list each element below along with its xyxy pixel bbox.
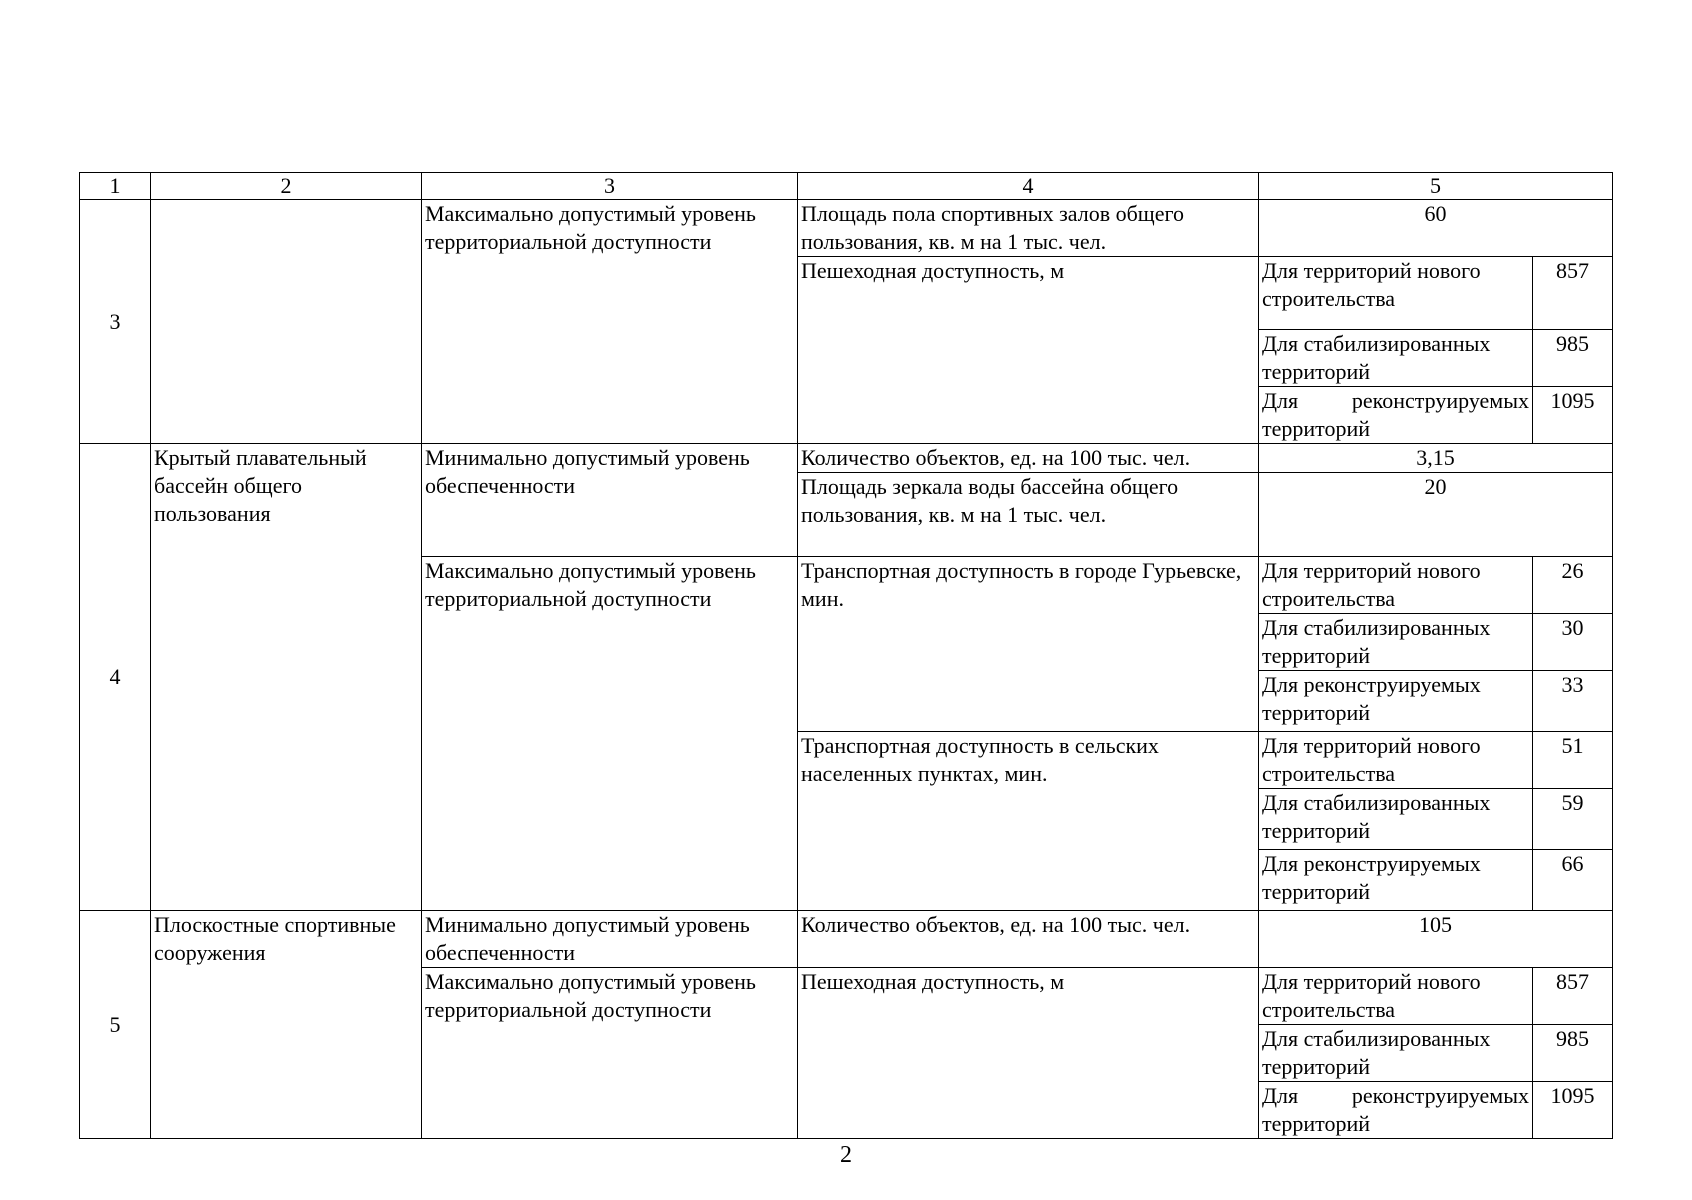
row-number: 4 <box>80 444 151 911</box>
indicator-label: Пешеходная доступность, м <box>798 968 1259 1139</box>
header-cell-1: 1 <box>80 173 151 200</box>
territory-label: Для реконструируемых территорий <box>1259 1082 1533 1139</box>
row-number: 5 <box>80 911 151 1139</box>
indicator-value: 20 <box>1259 473 1613 557</box>
territory-label: Для реконструируемых территорий <box>1259 387 1533 444</box>
territory-label: Для территорий нового строительства <box>1259 257 1533 330</box>
territory-label: Для стабилизированных территорий <box>1259 1025 1533 1082</box>
territory-label: Для территорий нового строительства <box>1259 968 1533 1025</box>
territory-value: 1095 <box>1533 1082 1613 1139</box>
indicator-level: Минимально допустимый уровень обеспеченности <box>422 911 798 968</box>
facility-name <box>151 200 422 444</box>
table-row <box>80 444 1613 473</box>
indicator-value: 105 <box>1259 911 1613 968</box>
facility-name: Крытый плавательный бассейн общего пользования <box>151 444 422 911</box>
header-cell-4: 4 <box>798 173 1259 200</box>
row-number: 3 <box>80 200 151 444</box>
indicator-level: Максимально допустимый уровень территориальной доступности <box>422 968 798 1139</box>
indicator-value: 60 <box>1259 200 1613 257</box>
territory-value: 985 <box>1533 1025 1613 1082</box>
table-row <box>80 911 1613 968</box>
indicator-label: Пешеходная доступность, м <box>798 257 1259 444</box>
territory-value: 33 <box>1533 671 1613 732</box>
header-cell-3: 3 <box>422 173 798 200</box>
header-row <box>80 173 1613 200</box>
territory-label: Для стабилизированных территорий <box>1259 330 1533 387</box>
norms-table <box>79 172 1613 1139</box>
territory-label: Для стабилизированных территорий <box>1259 614 1533 671</box>
territory-value: 59 <box>1533 789 1613 850</box>
territory-value: 66 <box>1533 850 1613 911</box>
territory-value: 26 <box>1533 557 1613 614</box>
territory-value: 51 <box>1533 732 1613 789</box>
indicator-value: 3,15 <box>1259 444 1613 473</box>
table-row <box>80 200 1613 257</box>
territory-label: Для территорий нового строительства <box>1259 557 1533 614</box>
indicator-label: Транспортная доступность в городе Гурьевске, мин. <box>798 557 1259 732</box>
territory-value: 985 <box>1533 330 1613 387</box>
territory-value: 30 <box>1533 614 1613 671</box>
territory-label: Для территорий нового строительства <box>1259 732 1533 789</box>
indicator-level: Максимально допустимый уровень территориальной доступности <box>422 200 798 444</box>
indicator-label: Количество объектов, ед. на 100 тыс. чел. <box>798 911 1259 968</box>
facility-name: Плоскостные спортивные сооружения <box>151 911 422 1139</box>
indicator-label: Площадь пола спортивных залов общего пользования, кв. м на 1 тыс. чел. <box>798 200 1259 257</box>
page-number: 2 <box>840 1142 852 1168</box>
territory-label: Для стабилизированных территорий <box>1259 789 1533 850</box>
header-cell-5: 5 <box>1259 173 1613 200</box>
territory-label: Для реконструируемых территорий <box>1259 671 1533 732</box>
territory-value: 1095 <box>1533 387 1613 444</box>
indicator-level: Максимально допустимый уровень территориальной доступности <box>422 557 798 911</box>
indicator-label: Транспортная доступность в сельских населенных пунктах, мин. <box>798 732 1259 911</box>
territory-value: 857 <box>1533 968 1613 1025</box>
indicator-label: Количество объектов, ед. на 100 тыс. чел. <box>798 444 1259 473</box>
indicator-label: Площадь зеркала воды бассейна общего пользования, кв. м на 1 тыс. чел. <box>798 473 1259 557</box>
territory-value: 857 <box>1533 257 1613 330</box>
header-cell-2: 2 <box>151 173 422 200</box>
territory-label: Для реконструируемых территорий <box>1259 850 1533 911</box>
indicator-level: Минимально допустимый уровень обеспеченности <box>422 444 798 557</box>
